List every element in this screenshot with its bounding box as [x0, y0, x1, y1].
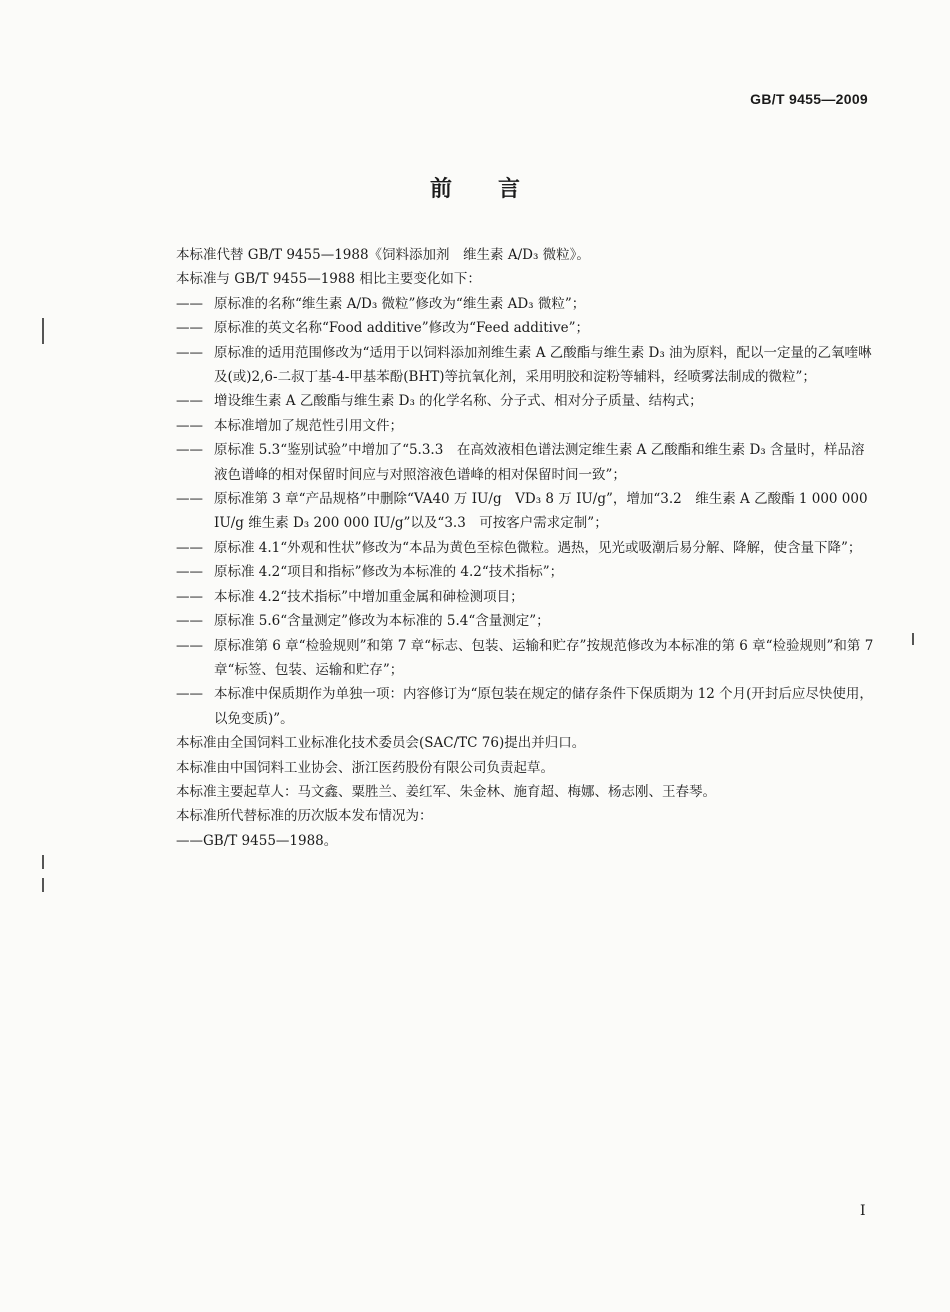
change-item [176, 292, 876, 316]
change-item-text: 原标准第 6 章“检验规则”和第 7 章“标志、包装、运输和贮存”按规范修改为本标准的第 6 章“检验规则”和第 7 章“标签、包装、运输和贮存”； [214, 637, 874, 678]
change-item-text: 本标准增加了规范性引用文件； [214, 417, 403, 434]
dash-marker: —— [176, 295, 203, 312]
change-item-text: 原标准 5.6“含量测定”修改为本标准的 5.4“含量测定”； [214, 613, 550, 630]
dash-marker: —— [176, 832, 203, 849]
change-item [176, 560, 876, 584]
change-item [176, 414, 876, 438]
change-item-text: 本标准中保质期作为单独一项：内容修订为“原包装在规定的储存条件下保质期为 12 个月(开封后应尽快使用，以免变质)”。 [214, 686, 873, 727]
change-item [176, 585, 876, 609]
standard-code: GB/T 9455—2009 [750, 91, 868, 107]
change-item [176, 389, 876, 413]
change-item-text: 增设维生素 A 乙酸酯与维生素 D₃ 的化学名称、分子式、相对分子质量、结构式； [214, 393, 703, 410]
change-item-text: 本标准 4.2“技术指标”中增加重金属和砷检测项目； [214, 588, 524, 605]
scan-artifact [42, 318, 44, 344]
paragraph: 本标准由中国饲料工业协会、浙江医药股份有限公司负责起草。 [176, 759, 554, 776]
dash-marker: —— [176, 539, 203, 556]
dash-marker: —— [176, 442, 203, 459]
change-item [176, 682, 876, 731]
dash-marker: —— [176, 637, 203, 654]
change-item [176, 634, 876, 683]
change-item [176, 609, 876, 633]
change-item-text: 原标准第 3 章“产品规格”中删除“VA40 万 IU/g VD₃ 8 万 IU/g”，增加“3.2 维生素 A 乙酸酯 1 000 000 IU/g 维生素 D₃ 200 000 IU/g”以及“3.3 可按客户需求定制”； [214, 491, 868, 532]
change-item [176, 438, 876, 487]
change-item [176, 316, 876, 340]
dash-marker: —— [176, 417, 203, 434]
dash-marker: —— [176, 588, 203, 605]
scan-artifact [42, 855, 44, 869]
dash-marker: —— [176, 613, 203, 630]
change-item-text: 原标准的适用范围修改为“适用于以饲料添加剂维生素 A 乙酸酯与维生素 D₃ 油为原料，配以一定量的乙氧喹啉及(或)2,6-二叔丁基-4-甲基苯酚(BHT)等抗氧化剂，采用明胶和淀粉等辅料，经喷雾法制成的微粒”； [214, 344, 872, 386]
dash-marker: —— [176, 491, 203, 508]
document-body [176, 243, 876, 853]
paragraph: 本标准代替 GB/T 9455—1988《饲料添加剂 维生素 A/D₃ 微粒》。 [176, 247, 590, 263]
change-item [176, 536, 876, 560]
change-item-text: 原标准的名称“维生素 A/D₃ 微粒”修改为“维生素 AD₃ 微粒”； [214, 295, 586, 312]
paragraph: 本标准由全国饲料工业标准化技术委员会(SAC/TC 76)提出并归口。 [176, 735, 586, 752]
dash-marker: —— [176, 393, 203, 410]
page-number: I [860, 1203, 866, 1219]
scan-artifact [42, 878, 44, 892]
dash-marker: —— [176, 564, 203, 581]
scan-artifact [912, 633, 914, 645]
change-item-text: 原标准 4.2“项目和指标”修改为本标准的 4.2“技术指标”； [214, 564, 564, 581]
change-item [176, 341, 876, 390]
page-title: 前言 [429, 177, 566, 202]
dash-marker: —— [176, 686, 203, 703]
history-item [176, 829, 876, 853]
change-item-text: 原标准 4.1“外观和性状”修改为“本品为黄色至棕色微粒。遇热，见光或吸潮后易分解、降解，使含量下降”； [214, 539, 862, 556]
paragraph: 本标准所代替标准的历次版本发布情况为： [176, 808, 433, 825]
change-item-text: 原标准的英文名称“Food additive”修改为“Feed additive”； [214, 320, 589, 337]
dash-marker: —— [176, 320, 203, 337]
history-item-text: GB/T 9455—1988。 [203, 832, 338, 849]
change-item [176, 487, 876, 536]
paragraph: 本标准与 GB/T 9455—1988 相比主要变化如下： [176, 271, 481, 288]
paragraph: 本标准主要起草人：马文鑫、粟胜兰、姜红军、朱金林、施育超、梅娜、杨志刚、王春琴。 [176, 783, 716, 800]
change-item-text: 原标准 5.3“鉴别试验”中增加了“5.3.3 在高效液相色谱法测定维生素 A 乙酸酯和维生素 D₃ 含量时，样品溶液色谱峰的相对保留时间应与对照溶液色谱峰的相对保留时间一致”； [214, 442, 865, 483]
dash-marker: —— [176, 344, 203, 361]
